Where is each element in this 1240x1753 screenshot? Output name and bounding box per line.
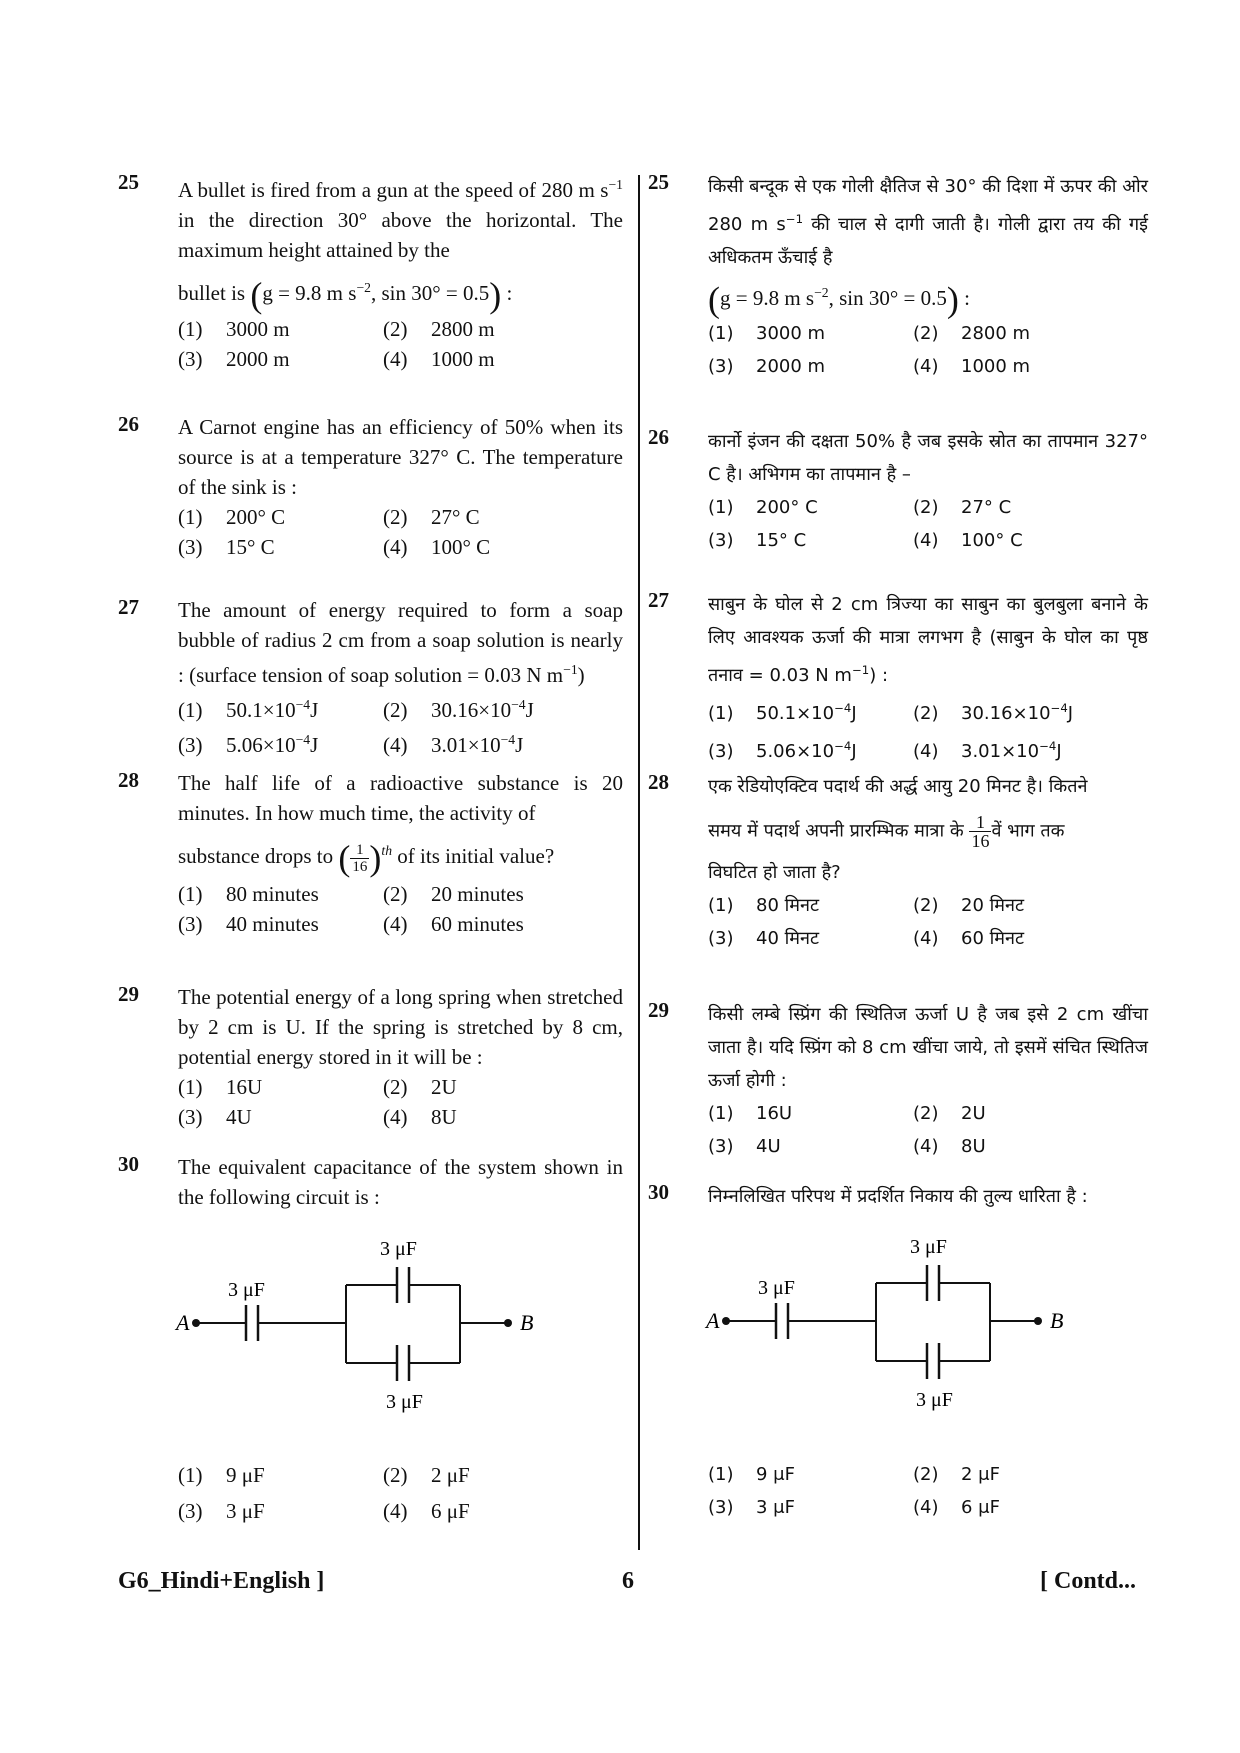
- option-1[interactable]: (1) 80 minutes: [178, 881, 319, 906]
- question-text: The half life of a radioactive substance is 20 minutes. In how much time, the activity of: [178, 771, 623, 825]
- option-4[interactable]: (4) 1000 m: [383, 347, 495, 372]
- question-30-hi-options: [648, 1458, 1148, 1524]
- option-1[interactable]: (1) $50.1\times 10^{-4}J$: [178, 697, 319, 722]
- question-number: 29: [118, 982, 139, 1006]
- options: [178, 1072, 623, 1132]
- question-30-hi: [648, 1180, 1148, 1213]
- question-26-hi: [648, 425, 1148, 557]
- option-2[interactable]: (2) 2 μF: [383, 1463, 470, 1487]
- label-c-series: 3 μF: [758, 1277, 795, 1299]
- option-2[interactable]: (2) $30.16\times 10^{-4}J$: [913, 701, 1074, 724]
- option-3[interactable]: (3) 2000 m: [178, 347, 290, 372]
- option-4[interactable]: (4) 60 minutes: [383, 911, 524, 936]
- option-1[interactable]: (1) $50.1\times 10^{-4}J$: [708, 701, 857, 724]
- question-text: निम्नलिखित परिपथ में प्रदर्शित निकाय की तुल्य धारिता है :: [708, 1186, 1088, 1207]
- option-2[interactable]: (2) 2U: [383, 1075, 457, 1099]
- question-number: 27: [118, 595, 139, 619]
- option-2[interactable]: (2) 27° C: [383, 505, 480, 529]
- question-29-en: [118, 982, 623, 1132]
- option-3[interactable]: (3) $5.06\times 10^{-4}J$: [708, 739, 857, 762]
- option-4[interactable]: (4) 60 मिनट: [913, 928, 1025, 949]
- option-2[interactable]: (2) 27° C: [913, 497, 1012, 518]
- question-28-hi: [648, 770, 1148, 955]
- option-2[interactable]: (2) 20 minutes: [383, 881, 524, 906]
- question-number: 30: [118, 1152, 139, 1176]
- options: [178, 314, 623, 374]
- option-1[interactable]: (1) 16U: [708, 1103, 793, 1124]
- option-3[interactable]: (3) 40 minutes: [178, 911, 319, 936]
- option-1[interactable]: (1) 9 μF: [178, 1463, 265, 1487]
- option-3[interactable]: (3) 3 μF: [178, 1499, 265, 1523]
- label-c-series: 3 μF: [228, 1279, 265, 1301]
- option-2[interactable]: (2) 20 मिनट: [913, 895, 1025, 916]
- question-number: 30: [648, 1180, 669, 1204]
- option-1[interactable]: (1) 16U: [178, 1075, 263, 1099]
- option-3[interactable]: (3) 15° C: [708, 530, 807, 551]
- label-a: A: [706, 1308, 720, 1333]
- question-29-hi: [648, 998, 1148, 1163]
- question-text: The potential energy of a long spring when stretched by 2 cm is U. If the spring is stretched by 8 cm, potential energy stored in it will be :: [178, 985, 623, 1069]
- question-25-hi: [648, 170, 1148, 383]
- options: [708, 692, 1148, 768]
- option-1[interactable]: (1) 3000 m: [178, 317, 290, 342]
- option-4[interactable]: (4) 100° C: [913, 530, 1023, 551]
- option-1[interactable]: (1) 200° C: [708, 497, 818, 518]
- options: [178, 1460, 623, 1526]
- question-text: किसी लम्बे स्प्रिंग की स्थितिज ऊर्जा U है जब इसे 2 cm खींचा जाता है। यदि स्प्रिंग को 8 cm खींचा जाये, तो इसमें संचित स्थितिज ऊर्जा होगी :: [708, 1004, 1148, 1091]
- option-3[interactable]: (3) 2000 m: [708, 355, 826, 377]
- label-c-bottom: 3 μF: [916, 1389, 953, 1411]
- footer-code: G6_Hindi+English ]: [118, 1568, 325, 1594]
- question-number: 26: [118, 412, 139, 436]
- question-text: कार्नो इंजन की दक्षता 50% है जब इसके स्रोत का तापमान 327° C है। अभिगम का तापमान है –: [708, 431, 1148, 485]
- option-1[interactable]: (1) 3000 m: [708, 322, 826, 344]
- question-fraction-line: समय में पदार्थ अपनी प्रारम्भिक मात्रा के $\frac{1}{16}$ वें भाग तक: [708, 812, 1065, 851]
- question-text: साबुन के घोल से 2 cm त्रिज्या का साबुन का बुलबुला बनाने के लिए आवश्यक ऊर्जा की मात्रा लगभग है (साबुन के घोल का पृष्ठ तनाव = 0.03 N $m^{-1}$) :: [708, 594, 1148, 686]
- circuit-diagram-hi: [698, 1228, 1128, 1413]
- question-text: A bullet is fired from a gun at the speed of 280 m $s^{-1}$ in the direction 30° above the horizontal. The maximum height attained by the: [178, 177, 623, 262]
- option-4[interactable]: (4) 6 μF: [383, 1499, 470, 1523]
- option-1[interactable]: (1) 80 मिनट: [708, 895, 820, 916]
- option-2[interactable]: (2) $30.16\times 10^{-4}J$: [383, 697, 534, 722]
- option-4[interactable]: (4) 100° C: [383, 535, 491, 559]
- option-2[interactable]: (2) 2 μF: [913, 1464, 1000, 1485]
- terminal-b: [1034, 1317, 1042, 1325]
- label-b: B: [1050, 1308, 1064, 1333]
- question-text: एक रेडियोएक्टिव पदार्थ की अर्द्ध आयु 20 मिनट है। कितने: [708, 776, 1088, 797]
- label-c-bottom: 3 μF: [386, 1391, 423, 1413]
- terminal-b: [504, 1319, 512, 1327]
- question-text: The amount of energy required to form a soap bubble of radius 2 cm from a soap solution is nearly : (surface tension of soap solution = 0.03 N $m^{-1}$): [178, 598, 623, 687]
- options: [708, 491, 1148, 557]
- option-4[interactable]: (4) 1000 m: [913, 355, 1031, 377]
- option-3[interactable]: (3) $5.06\times 10^{-4}J$: [178, 732, 319, 757]
- options: [708, 1458, 1148, 1524]
- label-c-top: 3 μF: [910, 1236, 947, 1258]
- option-4[interactable]: (4) $3.01\times 10^{-4}J$: [913, 739, 1062, 762]
- question-27-en: [118, 595, 623, 760]
- option-3[interactable]: (3) 15° C: [178, 535, 275, 559]
- question-30-en: [118, 1152, 623, 1212]
- column-divider: [638, 175, 640, 1550]
- option-4[interactable]: (4) 8U: [913, 1136, 986, 1157]
- option-3[interactable]: (3) 4U: [178, 1105, 252, 1129]
- options: [708, 889, 1148, 955]
- option-4[interactable]: (4) $3.01\times 10^{-4}J$: [383, 732, 524, 757]
- option-2[interactable]: (2) 2800 m: [383, 317, 495, 342]
- option-2[interactable]: (2) 2U: [913, 1103, 986, 1124]
- question-text-end: विघटित हो जाता है?: [708, 862, 841, 883]
- question-condition: (g = 9.8 m $s^{-2}$, sin 30° = 0.5) :: [708, 279, 970, 320]
- question-text: A Carnot engine has an efficiency of 50% when its source is at a temperature 327° C. The temperature of the sink is :: [178, 415, 623, 499]
- question-fraction-line: substance drops to ( $\frac{1}{16}$ )$^{th}$ of its initial value?: [178, 838, 555, 879]
- circuit-diagram-en: [168, 1230, 628, 1415]
- question-28-en: [118, 768, 623, 939]
- question-25-en: [118, 170, 623, 374]
- question-number: 25: [648, 170, 669, 194]
- label-c-top: 3 μF: [380, 1238, 417, 1260]
- question-number: 25: [118, 170, 139, 194]
- option-4[interactable]: (4) 6 μF: [913, 1497, 1000, 1518]
- question-text: किसी बन्दूक से एक गोली क्षैतिज से 30° की दिशा में ऊपर की ओर 280 m $s^{-1}$ की चाल से दागी जाती है। गोली द्वारा तय की गई अधिकतम ऊँचाई है: [708, 176, 1148, 268]
- question-number: 29: [648, 998, 669, 1022]
- option-3[interactable]: (3) 40 मिनट: [708, 928, 820, 949]
- option-2[interactable]: (2) 2800 m: [913, 322, 1031, 344]
- footer-contd: [ Contd...: [1040, 1568, 1137, 1594]
- page-number: 6: [622, 1568, 634, 1594]
- question-number: 28: [118, 768, 139, 792]
- label-a: A: [176, 1310, 190, 1335]
- label-b: B: [520, 1310, 534, 1335]
- options: [708, 1097, 1148, 1163]
- option-1[interactable]: (1) 200° C: [178, 505, 286, 529]
- question-number: 28: [648, 770, 669, 794]
- option-3[interactable]: (3) 3 μF: [708, 1497, 795, 1518]
- options: [178, 879, 623, 939]
- question-30-en-options: [118, 1460, 623, 1526]
- option-4[interactable]: (4) 8U: [383, 1105, 457, 1129]
- option-1[interactable]: (1) 9 μF: [708, 1464, 795, 1485]
- option-3[interactable]: (3) 4U: [708, 1136, 781, 1157]
- question-number: 26: [648, 425, 669, 449]
- question-number: 27: [648, 588, 669, 612]
- question-26-en: [118, 412, 623, 562]
- question-text: The equivalent capacitance of the system shown in the following circuit is :: [178, 1155, 623, 1209]
- question-condition: bullet is (g = 9.8 m $s^{-2}$, sin 30° = 0.5) :: [178, 275, 513, 316]
- options: [178, 502, 623, 562]
- options: [178, 690, 623, 760]
- question-27-hi: [648, 588, 1148, 768]
- options: [708, 317, 1148, 383]
